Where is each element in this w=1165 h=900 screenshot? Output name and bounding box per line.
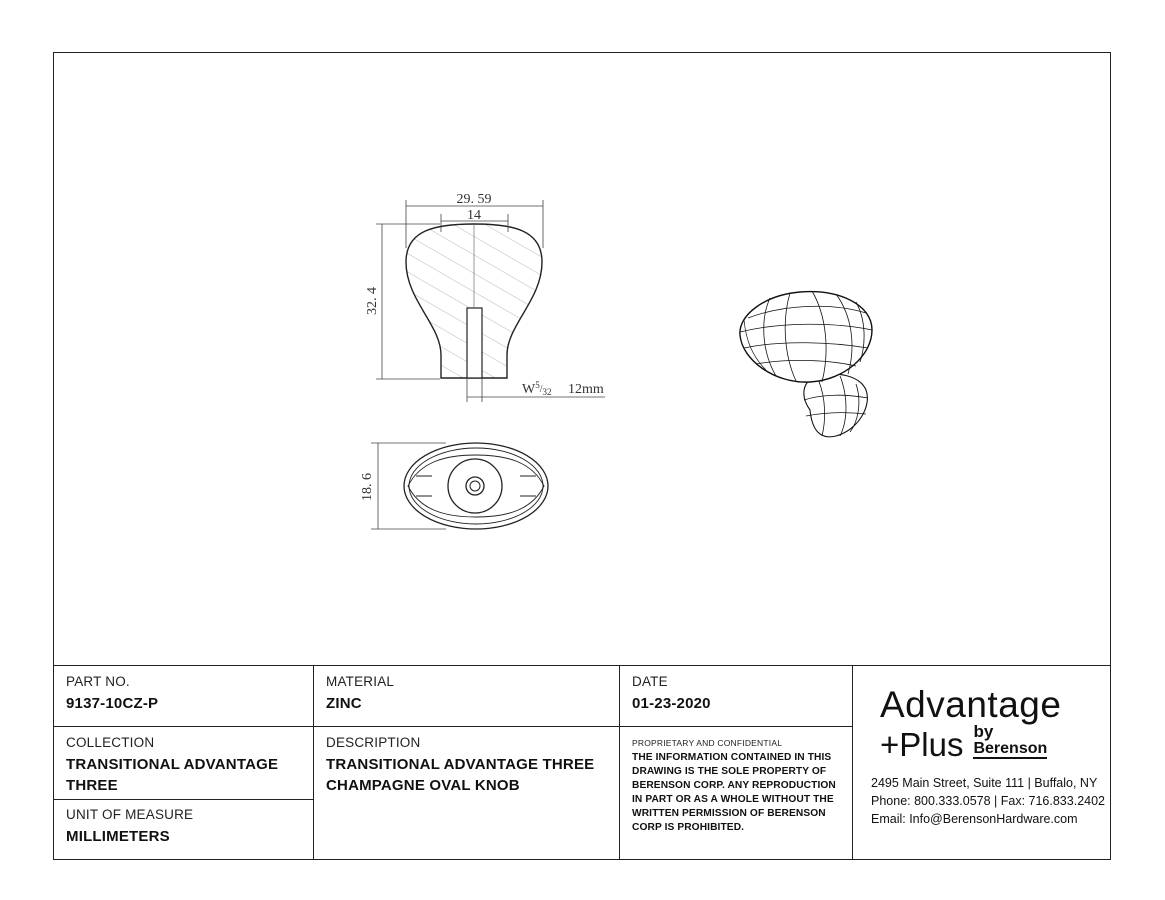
title-block-row-divider [53,726,852,727]
brand-logo [880,686,1105,762]
material-label: MATERIAL [326,674,395,689]
depth-label: 18. 6 [360,473,375,501]
thread-spec-label: $W^5_{/32}$ [522,380,552,397]
material-cell [326,674,394,714]
description-value: TRANSITIONAL ADVANTAGE THREE CHAMPAGNE OVAL KNOB [326,756,595,794]
address-text: 2495 Main Street, Suite 111 | Buffalo, NY [871,776,1098,790]
unit-value: MILLIMETERS [66,828,170,845]
isometric-view [740,291,872,437]
height-label: 32. 4 [365,287,380,315]
proprietary-text: THE INFORMATION CONTAINED IN THIS DRAWING IS THE SOLE PROPERTY OF BERENSON CORP. ANY REPRODUCTION IN PART OR AS A WHOLE WITHOUT THE WRITTEN PERMISSION OF BERENSON CORP IS PROHIBITED. [632,752,836,833]
overall-width-label: 29. 59 [456,192,492,207]
date-value: 01-23-2020 [632,695,711,712]
title-block-col-divider-1 [313,665,314,860]
proprietary-heading: PROPRIETARY AND CONFIDENTIAL [632,738,783,748]
collection-cell [66,735,306,796]
phone-text: Phone: 800.333.0578 | Fax: 716.833.2402 [871,794,1105,808]
brand-company: Berenson [973,740,1048,757]
title-block-col-divider-3 [852,665,853,860]
title-block-top-border [53,665,1111,666]
thread-hole [467,308,482,378]
material-value: ZINC [326,695,362,712]
brand-by: by [973,722,994,741]
bottom-view [371,443,548,529]
unit-cell [66,807,193,847]
contact-info [871,774,1107,828]
title-block-unit-divider [53,799,313,800]
date-label: DATE [632,674,668,689]
brand-line2: +Plus [880,726,964,763]
email-text: Email: Info@BerensonHardware.com [871,812,1078,826]
collection-label: COLLECTION [66,735,155,750]
title-block-col-divider-2 [619,665,620,860]
description-label: DESCRIPTION [326,735,421,750]
brand-line1: Advantage [880,684,1062,725]
front-section-view [365,192,605,402]
part-no-value: 9137-10CZ-P [66,695,159,712]
part-no-cell [66,674,158,714]
proprietary-cell [632,738,844,835]
unit-label: UNIT OF MEASURE [66,807,194,822]
thread-depth-label: 12mm [568,382,604,397]
description-cell [326,735,606,796]
stem-width-label: 14 [467,208,481,223]
part-no-label: PART NO. [66,674,130,689]
collection-value: TRANSITIONAL ADVANTAGE THREE [66,756,279,794]
date-cell [632,674,711,714]
